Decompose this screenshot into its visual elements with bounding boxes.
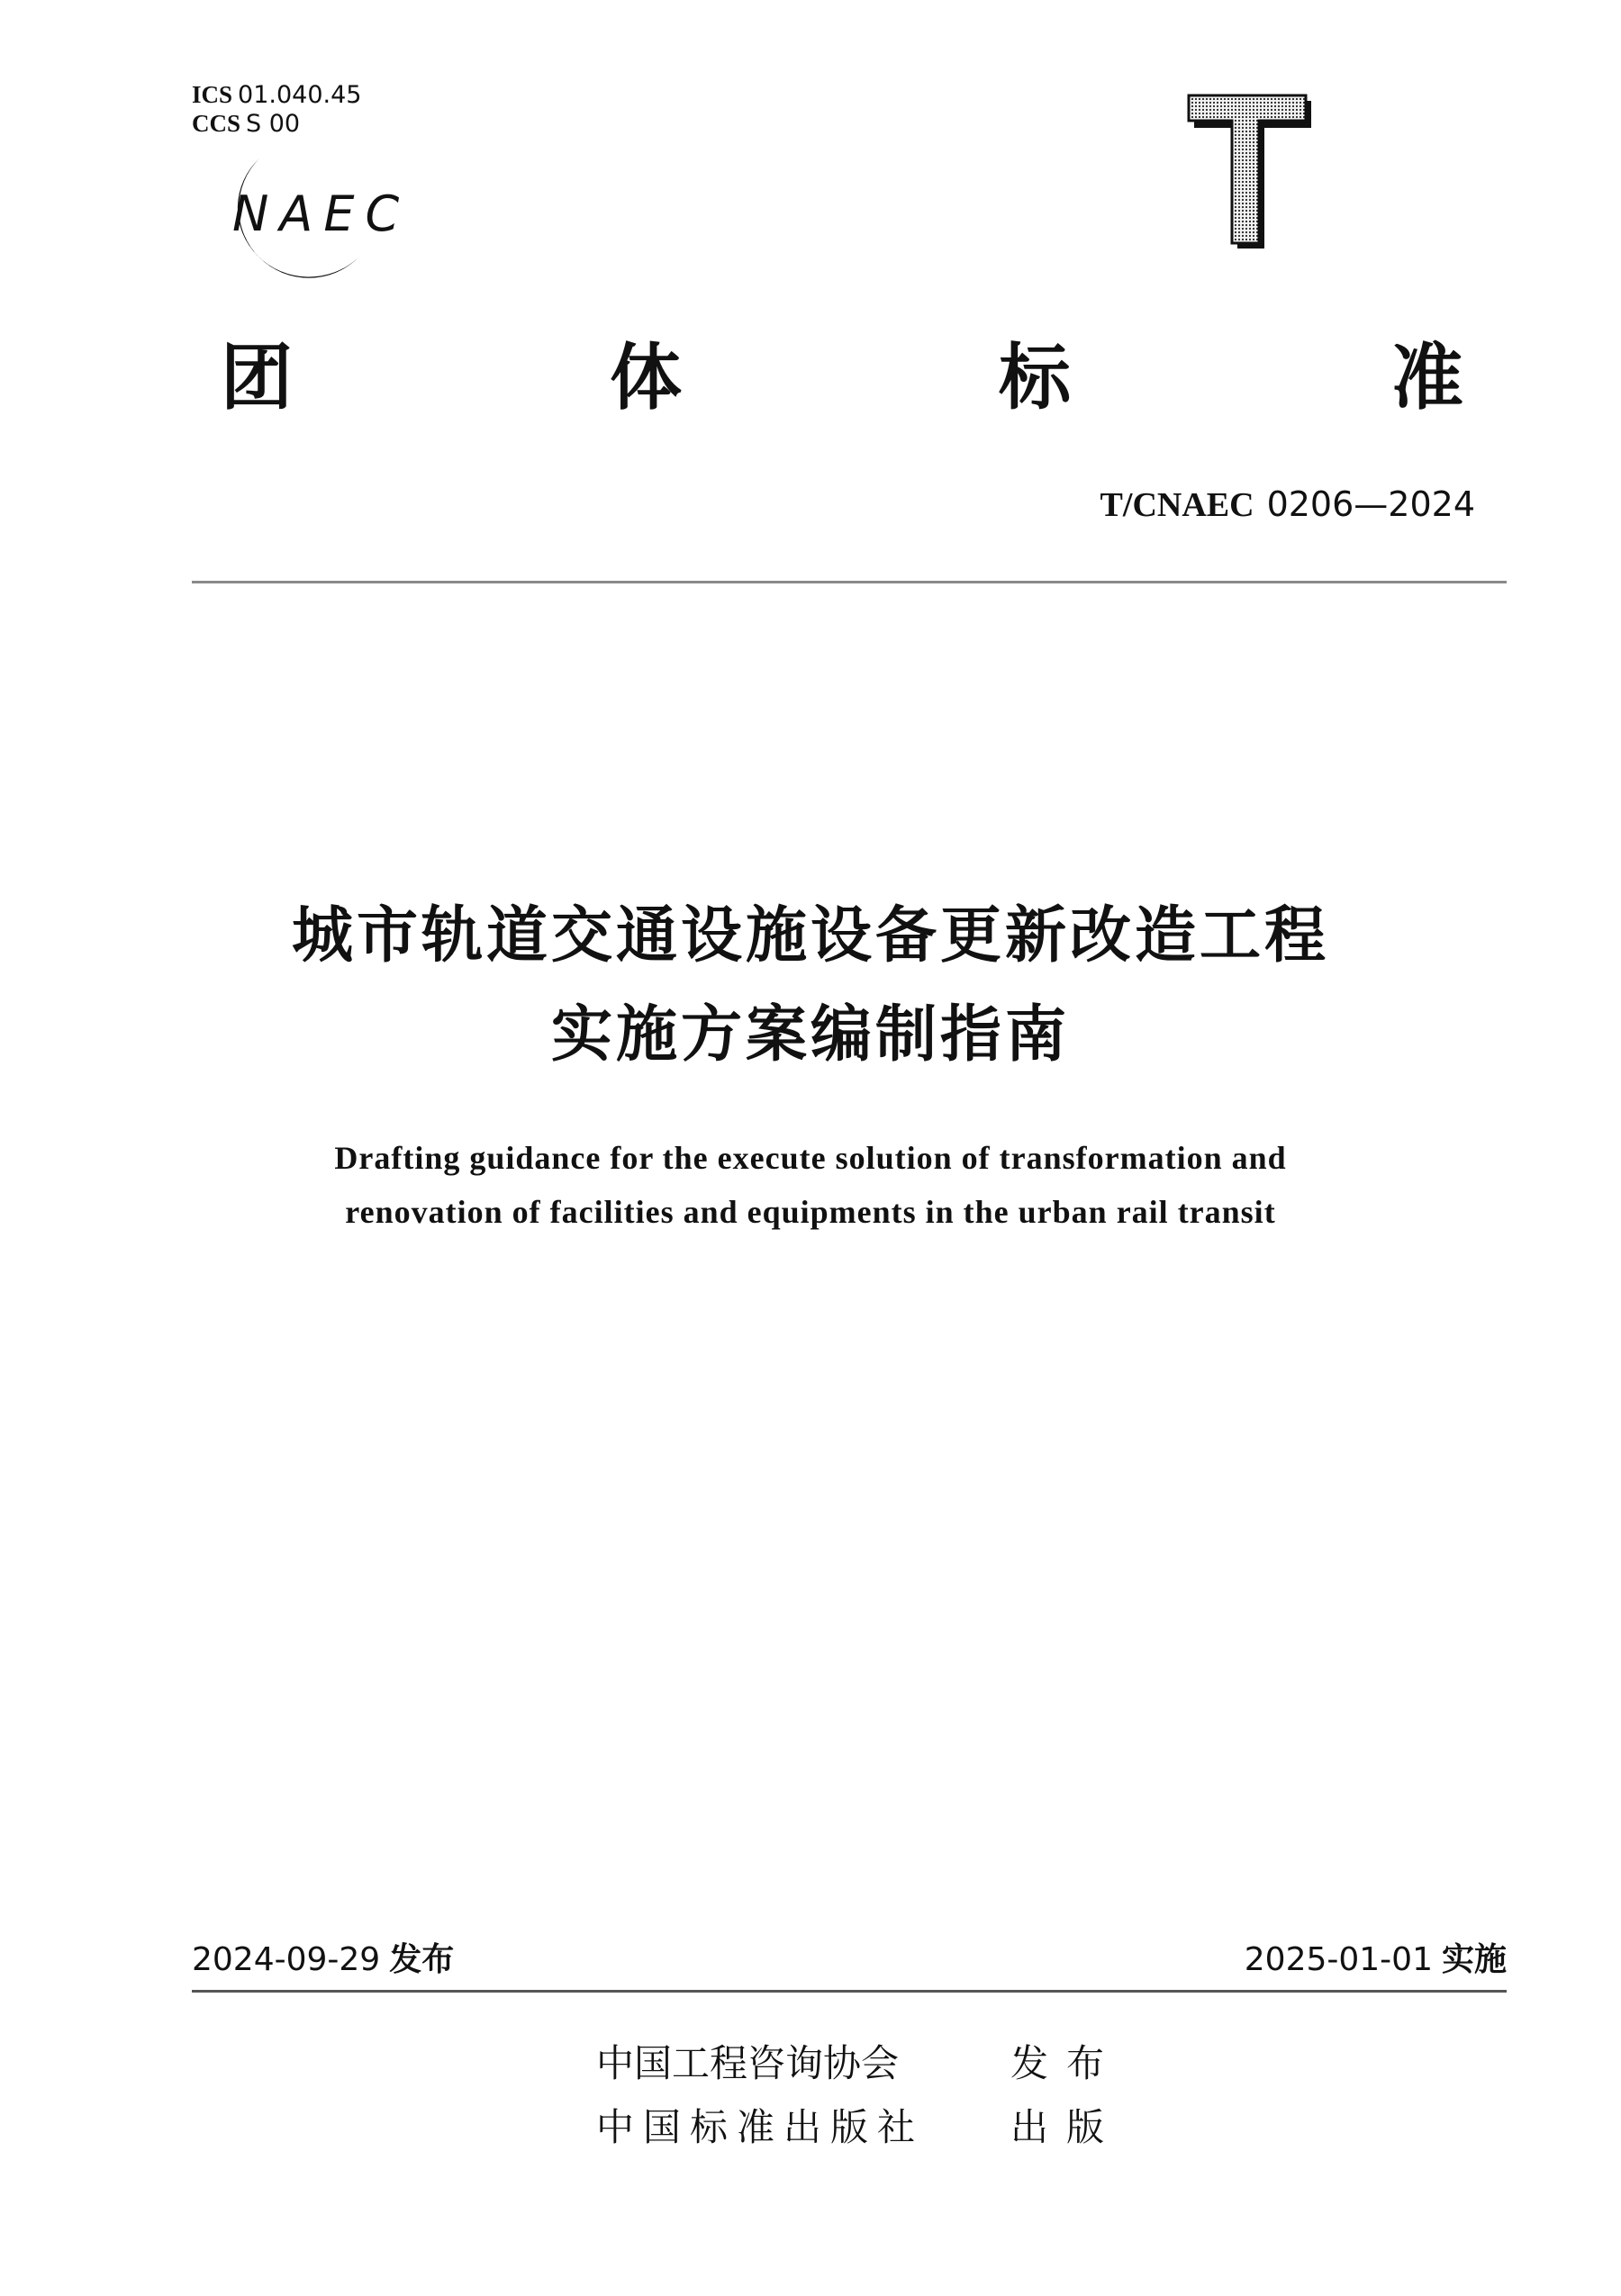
title-en-line-2: renovation of facilities and equipments in the urban rail transit <box>345 1194 1276 1230</box>
category-char: 团 <box>221 336 293 420</box>
implementation-date-label: 实施 <box>1441 1941 1507 1978</box>
publisher-row <box>596 2037 1122 2091</box>
standard-type-mark <box>1187 94 1313 250</box>
category-char: 体 <box>610 336 682 420</box>
top-divider <box>192 581 1507 583</box>
document-title-en <box>0 1131 1621 1239</box>
category-char: 准 <box>1391 336 1463 420</box>
document-title-cn <box>0 887 1621 1085</box>
bottom-divider <box>192 1990 1507 1993</box>
category-title <box>221 333 1481 432</box>
title-cn-line-1: 城市轨道交通设施设备更新改造工程 <box>291 900 1329 972</box>
ccs-prefix: CCS <box>192 110 241 137</box>
logo-text: NAEC <box>232 185 411 242</box>
cnaec-logo <box>187 151 421 295</box>
publisher-org: 中国标准出版社 <box>596 2105 925 2149</box>
title-en-line-1: Drafting guidance for the execute solution of transformation and <box>334 1140 1287 1176</box>
standard-number <box>1100 484 1475 525</box>
issue-date-value: 2024-09-29 <box>192 1941 381 1978</box>
ccs-code <box>192 108 300 140</box>
t-letter-face <box>1189 95 1306 243</box>
issue-date-label: 发布 <box>389 1941 455 1978</box>
title-cn-line-2: 实施方案编制指南 <box>550 999 1070 1071</box>
standard-number-prefix: T/CNAEC <box>1100 486 1254 524</box>
ccs-value: S 00 <box>246 110 301 138</box>
ics-prefix: ICS <box>192 81 233 108</box>
standard-number-code: 0206—2024 <box>1266 484 1475 524</box>
publisher-row <box>596 2101 1122 2155</box>
publisher-action: 发布 <box>1010 2041 1123 2085</box>
publisher-action: 出版 <box>1010 2105 1123 2149</box>
publisher-org: 中国工程咨询协会 <box>596 2041 900 2085</box>
ics-code <box>192 79 361 111</box>
ics-value: 01.040.45 <box>238 81 362 109</box>
issue-date <box>192 1934 454 1980</box>
implementation-date <box>1245 1934 1507 1980</box>
implementation-date-value: 2025-01-01 <box>1244 1941 1433 1978</box>
category-char: 标 <box>999 336 1071 420</box>
